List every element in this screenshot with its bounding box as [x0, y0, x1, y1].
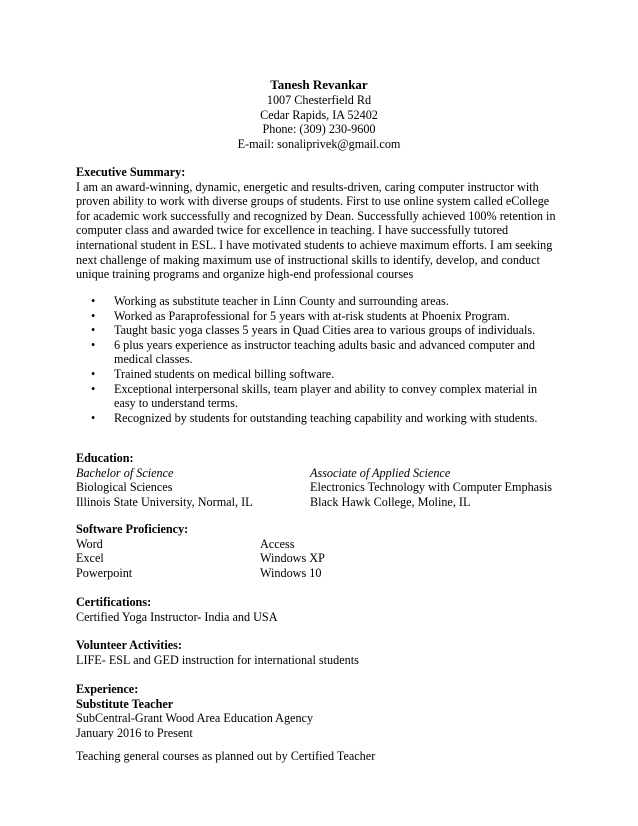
education-section: [76, 451, 566, 509]
volunteer-heading: Volunteer Activities:: [76, 638, 182, 652]
software-item: Word: [76, 536, 103, 551]
bullet-item: • Worked as Paraprofessional for 5 years with at-risk students at Phoenix Program.: [76, 309, 566, 324]
executive-summary-heading: Executive Summary:: [76, 165, 186, 179]
software-row: [76, 537, 566, 552]
email-address: E-mail: sonaliprivek@gmail.com: [237, 136, 401, 151]
phone-number: Phone: (309) 230-9600: [262, 122, 376, 137]
volunteer-section: [76, 638, 566, 667]
contact-header: [0, 77, 638, 151]
volunteer-item: LIFE- ESL and GED instruction for international students: [76, 652, 359, 667]
job-description: Teaching general courses as planned out by Certified Teacher: [76, 749, 376, 764]
employment-dates: January 2016 to Present: [76, 725, 193, 740]
software-item: Access: [260, 536, 295, 551]
school-1: Illinois State University, Normal, IL: [76, 494, 253, 509]
degree-2: Associate of Applied Science: [310, 465, 451, 480]
major-1: Biological Sciences: [76, 480, 173, 495]
bullet-item: • Working as substitute teacher in Linn County and surrounding areas.: [76, 294, 566, 309]
software-row: [76, 566, 566, 581]
certifications-heading: Certifications:: [76, 595, 152, 609]
software-item: Windows XP: [260, 551, 325, 566]
address-line-2: Cedar Rapids, IA 52402: [260, 107, 378, 122]
software-heading: Software Proficiency:: [76, 522, 189, 536]
degree-1: Bachelor of Science: [76, 465, 174, 480]
certification-item: Certified Yoga Instructor- India and USA: [76, 609, 278, 624]
school-row: [76, 495, 566, 510]
software-section: [76, 522, 566, 580]
bullet-item: • Taught basic yoga classes 5 years in Quad Cities area to various groups of individuals.: [76, 323, 566, 338]
bullet-list: [76, 294, 566, 425]
software-item: Excel: [76, 551, 104, 566]
major-row: [76, 480, 566, 495]
software-item: Windows 10: [260, 565, 322, 580]
executive-summary-text: I am an award-winning, dynamic, energetic and results-driven, caring computer instructor with proven ability to work with diverse groups of students. First to use online system called eCollege for academic work successfully and recognized by Dean. Successfully achieved 100% retention in computer class and awarded twice for excellence in teaching. I have successfully tutored international student in ESL. I have motivated students to achieve maximum efforts. I am seeking next challenge of making maximum use of instructional skills to identify, develop, and conduct unique training programs and organize high-end professional courses: [76, 179, 556, 282]
experience-heading: Experience:: [76, 682, 139, 696]
software-item: Powerpoint: [76, 565, 133, 580]
bullet-item: • Recognized by students for outstanding teaching capability and working with students.: [76, 411, 566, 426]
bullet-item: • Exceptional interpersonal skills, team player and ability to convey complex material in easy to understand terms.: [76, 382, 554, 411]
address-line-1: 1007 Chesterfield Rd: [266, 93, 372, 107]
bullet-item: • Trained students on medical billing software.: [76, 367, 566, 382]
software-row: [76, 551, 566, 566]
school-2: Black Hawk College, Moline, IL: [310, 494, 471, 509]
employer: SubCentral-Grant Wood Area Education Agency: [76, 711, 314, 726]
executive-summary-section: [76, 165, 566, 282]
major-2: Electronics Technology with Computer Emphasis: [310, 480, 552, 495]
summary-bullets: [76, 294, 566, 425]
candidate-name: Tanesh Revankar: [270, 77, 368, 92]
certifications-section: [76, 595, 566, 624]
bullet-item: • 6 plus years experience as instructor teaching adults basic and advanced computer and medical classes.: [76, 338, 546, 367]
degree-row: [76, 466, 566, 481]
experience-section: [76, 682, 566, 764]
education-heading: Education:: [76, 451, 134, 465]
job-title: Substitute Teacher: [76, 696, 174, 711]
